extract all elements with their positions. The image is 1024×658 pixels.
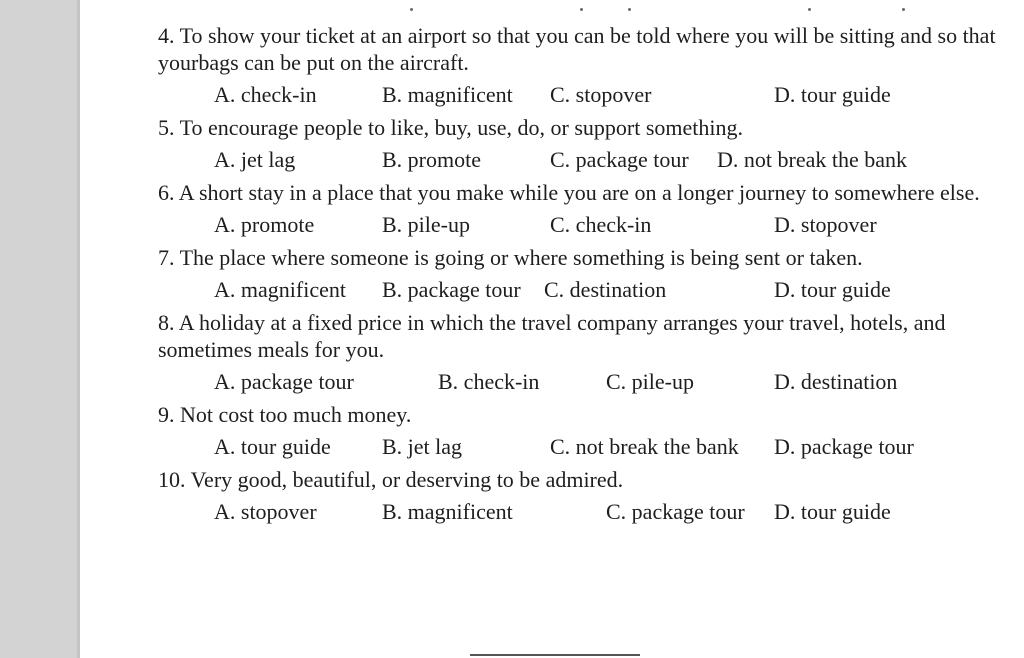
- option-d: D. destination: [774, 369, 898, 394]
- option-b: B. pile-up: [382, 212, 470, 237]
- option-c: C. pile-up: [606, 369, 694, 394]
- option-d: D. tour guide: [774, 277, 891, 302]
- speck: [410, 8, 413, 11]
- option-d: D. package tour: [774, 434, 914, 459]
- option-b: B. magnificent: [382, 82, 513, 107]
- question-8: [158, 309, 1008, 401]
- question-6: [158, 179, 1008, 244]
- option-b: B. jet lag: [382, 434, 463, 459]
- option-d: D. stopover: [774, 212, 877, 237]
- option-c: C. package tour: [606, 499, 745, 524]
- option-a: A. magnificent: [214, 277, 346, 302]
- option-c: C. not break the bank: [550, 434, 739, 459]
- worksheet: [158, 22, 1008, 531]
- speck: [628, 8, 631, 11]
- question-4: [158, 22, 1008, 114]
- option-a: A. jet lag: [214, 147, 296, 172]
- option-d: D. tour guide: [774, 499, 891, 524]
- speck: [580, 8, 583, 11]
- question-stem: 7. The place where someone is going or where something is being sent or taken.: [158, 245, 863, 270]
- question-stem: 9. Not cost too much money.: [158, 402, 412, 427]
- option-a: A. stopover: [214, 499, 317, 524]
- question-7: [158, 244, 1008, 309]
- answer-options: [214, 271, 1008, 309]
- option-c: C. stopover: [550, 82, 652, 107]
- option-b: B. package tour: [382, 277, 521, 302]
- option-a: A. check-in: [214, 82, 317, 107]
- answer-options: [214, 428, 1008, 466]
- option-c: C. destination: [544, 277, 667, 302]
- option-d: D. not break the bank: [717, 147, 907, 172]
- question-stem: 6. A short stay in a place that you make while you are on a longer journey to somewhere else.: [158, 180, 980, 205]
- option-c: C. package tour: [550, 147, 689, 172]
- question-stem: 8. A holiday at a fixed price in which the travel company arranges your travel, hotels, and sometimes meals for you.: [158, 310, 946, 362]
- option-d: D. tour guide: [774, 82, 891, 107]
- answer-options: [214, 363, 1008, 401]
- option-a: A. promote: [214, 212, 315, 237]
- bottom-rule: [470, 654, 640, 656]
- answer-options: [214, 206, 1008, 244]
- question-5: [158, 114, 1008, 179]
- question-stem: 5. To encourage people to like, buy, use, do, or support something.: [158, 115, 744, 140]
- left-margin-strip: [0, 0, 80, 658]
- question-stem: 4. To show your ticket at an airport so that you can be told where you will be sitting and so that yourbags can be put on the aircraft.: [158, 23, 996, 75]
- speck: [808, 8, 811, 11]
- option-a: A. tour guide: [214, 434, 331, 459]
- speck: [902, 8, 905, 11]
- scan-specks: [80, 0, 1024, 14]
- option-b: B. magnificent: [382, 499, 513, 524]
- answer-options: [214, 493, 1008, 531]
- question-10: [158, 466, 1008, 531]
- option-a: A. package tour: [214, 369, 354, 394]
- option-c: C. check-in: [550, 212, 652, 237]
- option-b: B. promote: [382, 147, 481, 172]
- answer-options: [214, 141, 1008, 179]
- question-9: [158, 401, 1008, 466]
- question-stem: 10. Very good, beautiful, or deserving to be admired.: [158, 467, 624, 492]
- answer-options: [214, 76, 1008, 114]
- option-b: B. check-in: [438, 369, 540, 394]
